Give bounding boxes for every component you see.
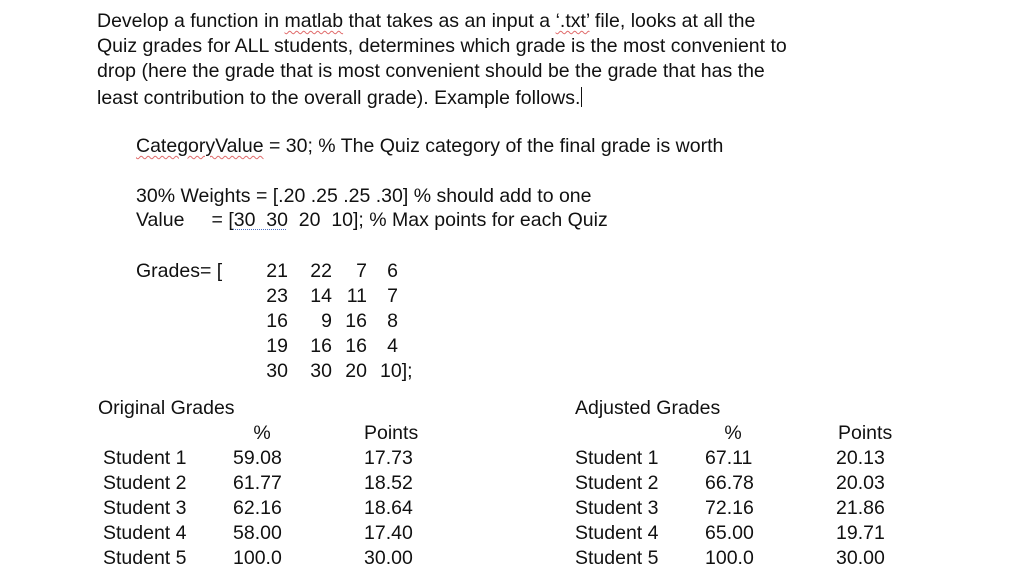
- adjusted-points-cell: 19.71: [836, 522, 885, 544]
- original-title: Original Grades: [98, 397, 235, 419]
- adjusted-points-cell: 30.00: [836, 547, 885, 569]
- adjusted-pct-cell: 72.16: [705, 497, 754, 519]
- grade-cell: 16: [310, 335, 332, 357]
- grades-label: Grades= [: [136, 260, 223, 282]
- txt-word: ‘.txt’: [555, 10, 590, 32]
- grade-cell: 14: [310, 285, 332, 307]
- original-student-cell: Student 5: [103, 547, 187, 569]
- grade-cell: 9: [321, 310, 332, 332]
- grade-cell: 7: [387, 285, 398, 307]
- grade-cell: 19: [266, 335, 288, 357]
- grade-cell: 8: [387, 310, 398, 332]
- intro-line-3: drop (here the grade that is most convenient should be the grade that has the: [97, 60, 765, 82]
- original-points-cell: 30.00: [364, 547, 413, 569]
- adjusted-points-header: Points: [838, 422, 893, 444]
- category-var: CategoryValue: [136, 135, 264, 157]
- grade-cell: 6: [387, 260, 398, 282]
- adjusted-points-cell: 20.03: [836, 472, 885, 494]
- original-student-cell: Student 3: [103, 497, 187, 519]
- value-text: 20 10]; % Max points for each Quiz: [287, 209, 608, 231]
- value-underlined: 30 30: [233, 209, 288, 231]
- intro-text: file, looks at all the: [589, 10, 756, 32]
- adjusted-student-cell: Student 1: [575, 447, 659, 469]
- original-pct-cell: 61.77: [233, 472, 282, 494]
- grade-cell: 21: [266, 260, 288, 282]
- adjusted-student-cell: Student 2: [575, 472, 659, 494]
- grade-cell: 22: [310, 260, 332, 282]
- grade-cell: 20: [345, 360, 367, 382]
- adjusted-student-cell: Student 4: [575, 522, 659, 544]
- adjusted-pct-cell: 67.11: [705, 447, 753, 469]
- text-cursor: [581, 87, 582, 107]
- weights-line: 30% Weights = [.20 .25 .25 .30] % should add to one: [136, 185, 592, 207]
- grade-cell: 16: [345, 335, 367, 357]
- original-points-cell: 17.40: [364, 522, 413, 544]
- original-pct-header: %: [253, 422, 271, 444]
- original-points-cell: 18.52: [364, 472, 413, 494]
- original-points-cell: 18.64: [364, 497, 413, 519]
- grade-cell: 16: [266, 310, 288, 332]
- adjusted-points-cell: 21.86: [836, 497, 885, 519]
- original-points-cell: 17.73: [364, 447, 413, 469]
- original-pct-cell: 58.00: [233, 522, 282, 544]
- matlab-word: matlab: [284, 10, 344, 32]
- value-line: [136, 211, 608, 231]
- grade-cell: 23: [266, 285, 288, 307]
- adjusted-points-cell: 20.13: [836, 447, 885, 469]
- original-student-cell: Student 4: [103, 522, 187, 544]
- original-student-cell: Student 1: [103, 447, 187, 469]
- adjusted-student-cell: Student 5: [575, 547, 659, 569]
- original-pct-cell: 59.08: [233, 447, 282, 469]
- adjusted-pct-header: %: [724, 422, 742, 444]
- adjusted-title: Adjusted Grades: [575, 397, 721, 419]
- category-text: = 30; % The Quiz category of the final grade is worth: [263, 135, 724, 157]
- adjusted-pct-cell: 100.0: [705, 547, 754, 569]
- original-pct-cell: 100.0: [233, 547, 282, 569]
- value-text: Value = [: [136, 209, 234, 231]
- grade-cell: 10];: [380, 360, 413, 382]
- grade-cell: 16: [345, 310, 367, 332]
- grade-cell: 30: [266, 360, 288, 382]
- original-points-header: Points: [364, 422, 419, 444]
- intro-line-2: Quiz grades for ALL students, determines which grade is the most convenient to: [97, 35, 787, 57]
- grade-cell: 7: [356, 260, 367, 282]
- original-pct-cell: 62.16: [233, 497, 282, 519]
- original-student-cell: Student 2: [103, 472, 187, 494]
- grade-cell: 4: [387, 335, 398, 357]
- adjusted-pct-cell: 65.00: [705, 522, 754, 544]
- intro-line-4: [97, 87, 582, 109]
- adjusted-pct-cell: 66.78: [705, 472, 754, 494]
- intro-text: least contribution to the overall grade). Example follows.: [97, 87, 581, 109]
- category-line: [136, 137, 723, 157]
- intro-line-1: [97, 12, 755, 32]
- grade-cell: 30: [310, 360, 332, 382]
- intro-text: Develop a function in: [97, 10, 285, 32]
- intro-text: that takes as an input a: [343, 10, 556, 32]
- adjusted-student-cell: Student 3: [575, 497, 659, 519]
- grade-cell: 11: [346, 285, 367, 307]
